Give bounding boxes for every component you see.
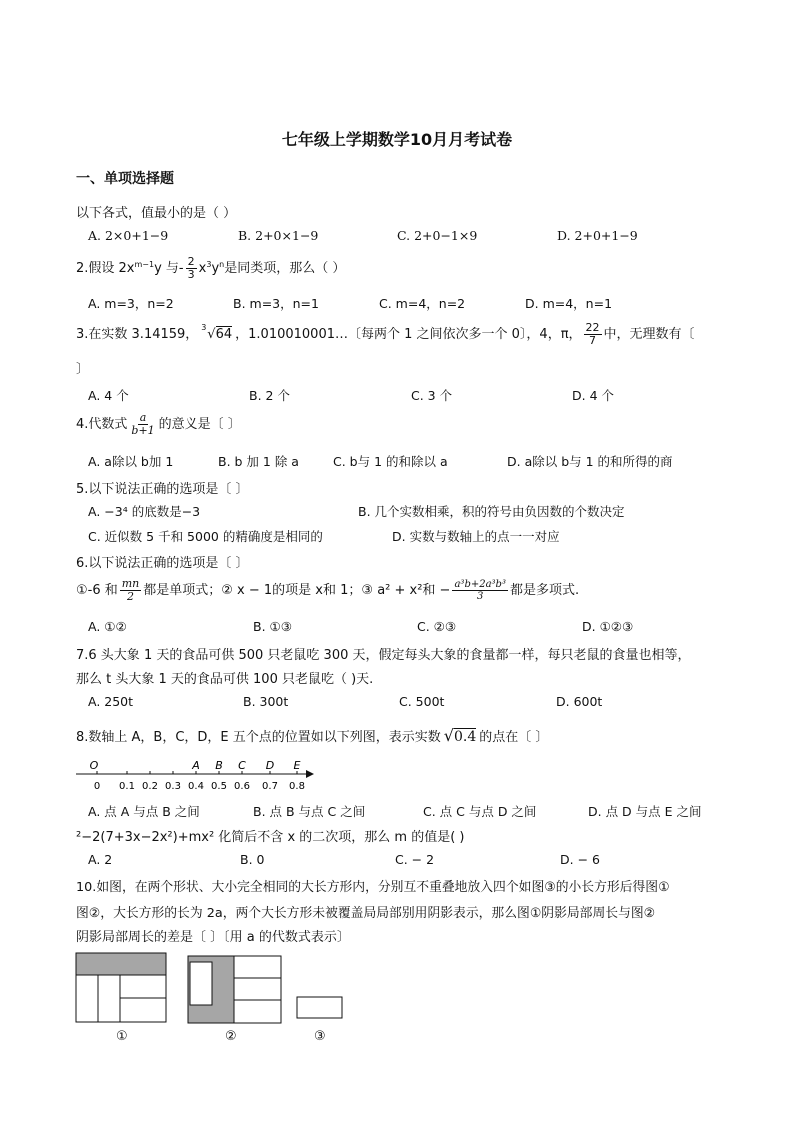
q3-cube-root: 3 √64 bbox=[201, 323, 233, 343]
question-10-line-1: 10.如图，在两个形状、大小完全相同的大长方形内，分别互不重叠地放入四个如图③的小长方形后得图① bbox=[76, 880, 670, 895]
number-line bbox=[74, 756, 314, 796]
question-6: 6.以下说法正确的选项是〔 〕 bbox=[76, 556, 249, 571]
q5-option-b[interactable]: B. 几个实数相乘，积的符号由负因数的个数决定 bbox=[358, 504, 625, 519]
q8-option-d[interactable]: D. 点 D 与点 E 之间 bbox=[588, 804, 702, 819]
q9-option-b[interactable]: B. 0 bbox=[240, 852, 265, 867]
figure-3-label: ③ bbox=[314, 1029, 326, 1044]
q4-option-a[interactable]: A. a除以 b加 1 bbox=[88, 454, 174, 469]
q6-option-b[interactable]: B. ①③ bbox=[253, 619, 292, 634]
q6-option-c[interactable]: C. ②③ bbox=[417, 619, 457, 634]
q3-option-c[interactable]: C. 3 个 bbox=[411, 388, 453, 403]
q5-option-c[interactable]: C. 近似数 5 千和 5000 的精确度是相同的 bbox=[88, 529, 323, 544]
axis-label-a: A bbox=[192, 759, 200, 772]
tick-label: 0.4 bbox=[188, 781, 204, 792]
q1-option-c[interactable]: C. 2+0−1×9 bbox=[397, 228, 478, 243]
tick-label: 0.8 bbox=[289, 781, 305, 792]
q4-fraction: $\frac{a}{b+1}$ bbox=[131, 411, 155, 438]
q6-option-d[interactable]: D. ①②③ bbox=[582, 619, 634, 634]
section-heading: 一、单项选择题 bbox=[76, 171, 174, 187]
q5-option-a[interactable]: A. −3⁴ 的底数是−3 bbox=[88, 504, 201, 519]
q6-fraction-2: $\frac{\text{a³b+2a³b³}}{3}$ bbox=[454, 579, 506, 603]
question-7-line-2: 那么 t 头大象 1 天的食品可供 100 只老鼠吃（ )天. bbox=[76, 672, 374, 687]
figure-2-label: ② bbox=[225, 1029, 237, 1044]
q1-option-d[interactable]: D. 2+0+1−9 bbox=[557, 228, 638, 243]
tick-label: 0 bbox=[93, 781, 101, 792]
tick-label: 0.6 bbox=[234, 781, 250, 792]
axis-label-b: B bbox=[215, 759, 223, 772]
q3-option-a[interactable]: A. 4 个 bbox=[88, 388, 129, 403]
q3-option-b[interactable]: B. 2 个 bbox=[249, 388, 290, 403]
q2-option-a[interactable]: A. m=3，n=2 bbox=[88, 296, 174, 311]
q9-option-d[interactable]: D. − 6 bbox=[560, 852, 600, 867]
q4-option-b[interactable]: B. b 加 1 除 a bbox=[218, 454, 299, 469]
question-10-line-2: 图②，大长方形的长为 2a，两个大长方形未被覆盖局局部别用阴影表示，那么图①阴影局部周长与图② bbox=[76, 906, 656, 921]
axis-label-c: C bbox=[238, 759, 246, 772]
question-3-cont: 〕 bbox=[76, 362, 90, 377]
question-8: 8.数轴上 A，B，C，D，E 五个点的位置如以下列图，表示实数 √0.4 的点在〔 〕 bbox=[76, 726, 549, 745]
question-5: 5.以下说法正确的选项是〔 〕 bbox=[76, 482, 249, 497]
question-4: 4.代数式 $\frac{a}{b+1}$ 的意义是〔 〕 bbox=[76, 411, 241, 438]
q2-option-b[interactable]: B. m=3，n=1 bbox=[233, 296, 319, 311]
question-2: 2.假设 $2x^{m-1}y$ 与- $\frac{2}{3}$ $x^3y^n$是同类项，那么（ ） bbox=[76, 255, 346, 282]
q2-fraction: $\frac{2}{3}$ bbox=[187, 255, 195, 282]
q7-option-a[interactable]: A. 250t bbox=[88, 694, 134, 709]
q4-option-c[interactable]: C. b与 1 的和除以 a bbox=[333, 454, 448, 469]
page-title: 七年级上学期数学10月月考试卷 bbox=[281, 130, 513, 149]
q8-option-b[interactable]: B. 点 B 与点 C 之间 bbox=[253, 804, 366, 819]
q7-option-c[interactable]: C. 500t bbox=[399, 694, 445, 709]
q1-option-b[interactable]: B. 2+0×1−9 bbox=[238, 228, 319, 243]
question-7-line-1: 7.6 头大象 1 天的食品可供 500 只老鼠吃 300 天，假定每头大象的食量都一样，每只老鼠的食量也相等， bbox=[76, 648, 691, 663]
tick-label: 0.5 bbox=[211, 781, 227, 792]
question-3: 3.在实数 3.14159， 3 √64 ，1.010010001…〔每两个 1 之间依次多一个 0〕，4，π， $\frac{22}{7}$ 中，无理数有〔 bbox=[76, 321, 695, 348]
question-10-line-3: 阴影局部周长的差是〔 〕〔用 a 的代数式表示〕 bbox=[76, 930, 350, 945]
tick-label: 0.2 bbox=[142, 781, 158, 792]
q3-fraction: $\frac{22}{7}$ bbox=[585, 321, 600, 348]
tick-label: 0.7 bbox=[262, 781, 278, 792]
q5-option-d[interactable]: D. 实数与数轴上的点一一对应 bbox=[392, 529, 560, 544]
axis-label-e: E bbox=[293, 759, 301, 772]
figure-1-label: ① bbox=[116, 1029, 128, 1044]
q7-option-b[interactable]: B. 300t bbox=[243, 694, 289, 709]
q8-option-c[interactable]: C. 点 C 与点 D 之间 bbox=[423, 804, 537, 819]
q2-option-d[interactable]: D. m=4，n=1 bbox=[525, 296, 613, 311]
question-1: 以下各式，值最小的是（ ） bbox=[76, 206, 237, 221]
q8-sqrt: √0.4 bbox=[443, 726, 477, 745]
q8-option-a[interactable]: A. 点 A 与点 B 之间 bbox=[88, 804, 200, 819]
figure-1 bbox=[75, 952, 168, 1024]
q2-option-c[interactable]: C. m=4，n=2 bbox=[379, 296, 466, 311]
figure-3 bbox=[296, 996, 344, 1020]
figure-2 bbox=[187, 955, 283, 1025]
q6-fraction-1: $\frac{mn}{2}$ bbox=[121, 577, 140, 604]
q7-option-d[interactable]: D. 600t bbox=[556, 694, 603, 709]
q3-option-d[interactable]: D. 4 个 bbox=[572, 388, 614, 403]
q9-option-a[interactable]: A. 2 bbox=[88, 852, 113, 867]
q4-option-d[interactable]: D. a除以 b与 1 的和所得的商 bbox=[507, 454, 673, 469]
q1-option-a[interactable]: A. 2×0+1−9 bbox=[88, 228, 169, 243]
tick-label: 0.3 bbox=[165, 781, 181, 792]
axis-label-d: D bbox=[265, 759, 275, 772]
question-9: ²−2(7+3x−2x²)+mx² 化简后不含 x 的二次项，那么 m 的值是( ) bbox=[76, 830, 465, 845]
q9-option-c[interactable]: C. − 2 bbox=[395, 852, 435, 867]
question-6-statements: ①-6 和 $\frac{mn}{2}$ 都是单项式；② x − 1的项是 x和 1；③ a² + x²和 − $\frac{\text{a³b+2a³b³}}{3}$ 都是多项式. bbox=[76, 577, 580, 604]
axis-label-o: O bbox=[89, 759, 99, 772]
q6-option-a[interactable]: A. ①② bbox=[88, 619, 127, 634]
tick-label: 0.1 bbox=[119, 781, 135, 792]
